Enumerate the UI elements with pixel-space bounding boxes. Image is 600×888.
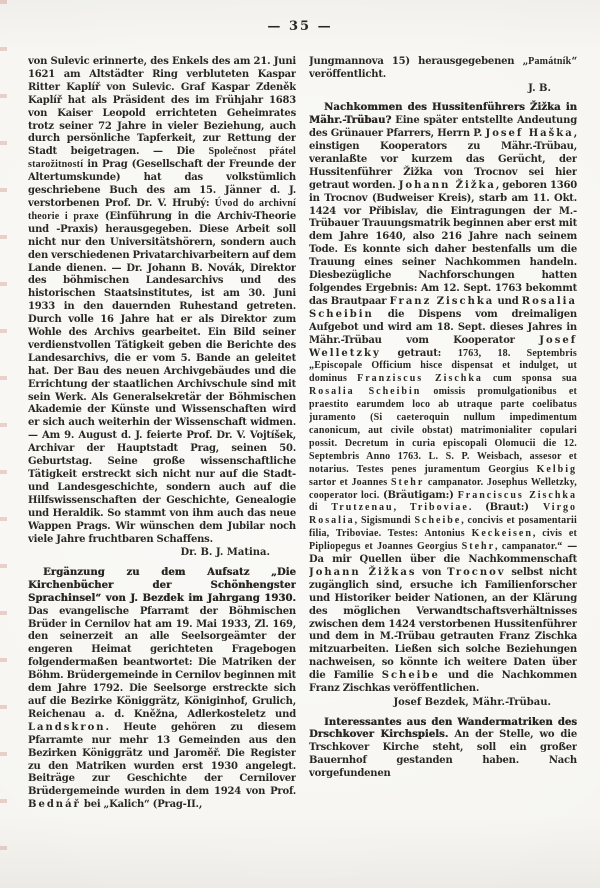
text-segment: , geboren 1360 in Trocnov (Budweiser Kreis), starb am 11. Okt. 1424 vor Přibislav, die Eintragungen der M.-Trübauer Trauungsmatrik beginnen aber erst mit dem Jahre 1640, also 216 Jahre nach seinem Tode. Es konnte sich daher bestenfalls um die Trauung eines seiner Nachkommen handeln. Diesbezügliche Nachforschungen hatten folgendes Ergebnis: Am 12. Sept. 1763 bekommt das Brautpaar <box>309 179 577 307</box>
paragraph <box>28 567 296 812</box>
text-segment: . Heute gehören zu diesem Pfarramte nur mehr 13 Gemeinden aus den Bezirken Königgrätz und Jaroměř. Die Register zu den Matriken wurden erst 1930 angelegt. Beiträge zur Geschichte der Cernilover Brüdergemeinde wurden in dem 1924 von Prof. <box>28 721 296 798</box>
text-segment: Rosalia Scheibin <box>309 295 577 320</box>
text-segment: , civis et Pipliopegus et Joannes Georgius <box>309 528 577 553</box>
text-segment: , concivis et posamentarii filia, Triboviae. Testes: Antonius <box>309 515 577 540</box>
page-number: — 35 — <box>267 19 333 34</box>
text-segment: , einstigen Kooperators zu Mähr.-Trübau, veranlaßte vor kurzem das Gerücht, der Hussitenführer Žižka von Trocnov sei hier getraut worden. <box>309 128 577 191</box>
text-segment: und die Nachkommen Franz Zischkas veröffentlichen. <box>309 670 577 695</box>
text-segment: Rosalia Scheibin <box>309 386 422 398</box>
text-segment: Das evangelische Pfarramt der Böhmischen Brüder in Cernilov hat am 19. Mai 1933, Zl. 169, den seinerzeit an alle Seelsorgeämter der engeren Heimat gerichteten Fragebogen folgendermaßen beantwortet: Die Matriken der Böhm. Brüdergemeinde in Cernilov beginnen mit dem Jahre 1792. Die Seelsorge erstreckte sich auf die Bezirke Königgrätz, Königinhof, Grulich, Reichenau a. d. Kněžna, Adlerkosteletz und <box>28 605 296 720</box>
text-segment: Památník <box>528 56 572 67</box>
text-segment: sartor et Joannes <box>309 476 391 488</box>
text-segment: Eine später entstellte Andeutung des Grünauer Pfarrers, Herrn P. <box>309 115 577 140</box>
text-segment: , Sigismundi <box>354 515 415 527</box>
text-segment: Bednář <box>28 799 81 811</box>
paragraph <box>309 56 577 82</box>
text-segment: (Bräutigam:) <box>382 489 458 501</box>
article-heading: Interessantes aus den Wandermatriken des Drschkover Kirchspiels. <box>309 716 577 741</box>
text-segment: Stehr <box>461 541 496 553</box>
text-segment: die Dispens vom dreimaligen Aufgebot und wird am 18. Sept. dieses Jahres in Mähr.-Trübau vom Kooperator <box>309 308 577 346</box>
text-segment: Franciscus Zischka <box>457 489 577 501</box>
column-left <box>28 56 296 878</box>
text-segment: von Sulevic erinnerte, des Enkels des am 21. Juni 1621 am Altstädter Ring verbluteten Kaspar Ritter Kaplíř von Sulevic. Graf Kaspar Zdeněk Kaplíř hat als Präsident des im Frühjahr 1683 von Kaiser Leopold errichteten Geheimrates trotz seiner 72 Jahre in vieler Beziehung, auch durch persönliche Tapferkeit, zur Rettung der Stadt beigetragen. — Die <box>28 56 296 158</box>
text-segment: Úvod do archivní theorie i praxe <box>28 197 296 222</box>
text-segment: Keckeisen <box>471 528 533 540</box>
signature-line: J. B. <box>528 82 551 94</box>
text-segment: Scheibe <box>381 670 440 682</box>
text-segment: Triboviae <box>409 502 469 514</box>
text-segment: Scheibe <box>414 515 462 527</box>
text-segment: Landskron <box>28 721 106 733</box>
column-right <box>309 56 577 878</box>
text-segment: und <box>494 295 522 307</box>
text-segment: , <box>393 502 410 514</box>
paragraph <box>309 717 577 782</box>
text-segment: Stehr <box>390 476 425 488</box>
text-segment: campanator. Josephus Welletzky, cooperator loci. <box>309 476 577 501</box>
text-segment: getraut: <box>380 347 458 359</box>
text-segment: di <box>309 502 332 514</box>
text-segment: Kelbig <box>536 463 577 475</box>
article-heading: Nachkommen des Hussitenführers Žižka in Mähr.-Trübau? <box>309 102 577 127</box>
text-segment: Trocnov <box>447 566 506 578</box>
text-columns <box>28 56 577 878</box>
signature-line: Dr. B. J. Matina. <box>180 547 270 559</box>
text-segment: Josef Haška <box>485 128 574 140</box>
text-segment: An der Stelle, wo die Trschkover Kirche steht, soll ein großer Bauernhof gestanden haben. Nach vorgefundenen <box>309 729 577 780</box>
text-segment: bei „Kalich“ (Prag-II., <box>80 799 203 811</box>
text-segment: in Prag (Gesellschaft der Freunde der Altertumskunde) hat das volkstümlich geschriebene Buch des am 15. Jänner d. J. verstorbenen Prof. Dr. V. Hrubý: <box>28 159 296 209</box>
text-segment: Josef Welletzky <box>309 334 577 359</box>
text-segment: cum sponsa sua <box>482 373 577 385</box>
text-segment: Společnost přátel starožitností <box>28 146 296 171</box>
paragraph <box>28 56 296 546</box>
signature-line: Josef Bezdek, Mähr.-Trübau. <box>393 697 551 708</box>
text-segment: , campanator.“ <box>495 541 563 553</box>
text-segment: von <box>416 566 448 578</box>
text-segment: selbst nicht zugänglich sind, ersuche ich Familienforscher und Historiker beider Nationen, an der Klärung des möglichen Verwandtschaftsverhältnisses zwischen dem 1424 verstorbenen Hussitenführer und dem in M.-Trübau getrauten Franz Zischka mitzuarbeiten. Ließen sich solche Beziehungen nachweisen, so könnte ich weitere Daten über die Familie <box>309 566 577 682</box>
text-segment: 1763, 18. Septembris „Episcopale Officium hisce dispensat et indulget, ut dominus <box>309 347 577 385</box>
text-segment: Franziscus Zischka <box>357 373 483 385</box>
text-segment: Johann Žižka <box>398 179 496 191</box>
scan-edge-artifact <box>0 0 7 888</box>
text-segment: Jungmannova 15) herausgegebenen „ <box>309 56 529 67</box>
text-segment: Virgo Rosalia <box>309 502 577 527</box>
paragraph <box>309 102 577 696</box>
text-segment: — Da mir Quellen über die Nachkommenschaft <box>309 541 577 566</box>
text-segment: (Braut:) <box>485 502 543 514</box>
text-segment: Johann Žižkas <box>309 566 417 578</box>
text-segment: “ veröffentlicht. <box>309 56 577 80</box>
text-segment: . <box>468 502 486 514</box>
text-segment: Franz Zischka <box>389 295 495 307</box>
article-heading: Ergänzung zu dem Aufsatz „Die Kirchenbücher der Schönhengster Sprachinsel“ von J. Bezdek im Jahrgang 1930. <box>28 566 296 604</box>
text-segment: (Einführung in die Archiv-Theorie und -Praxis) herausgegeben. Diese Arbeit soll nicht nur den Universitätshörern, sondern auch den verschiedenen Privatarchivarbeitern auf dem Lande dienen. — Dr. Johann B. Novák, Direktor des böhmischen Landesarchivs und des historischen Staatsinstitutes, ist am 30. Juni 1933 in den dauernden Ruhestand getreten. Durch volle 16 Jahre hat er als Direktor zum Wohle des Archivs gearbeitet. Ein Bild seiner verdienstvollen Tätigkeit geben die Berichte des Landesarchivs, die er vom 5. Bande an geleitet hat. Der Bau des neuen Archivgebäudes und die Errichtung der staatlichen Archivschule sind mit sein Werk. Als Generalsekretär der Böhmischen Akademie der Künste und Wissenschaften wird er sich auch weiterhin der Wissenschaft widmen. — Am 9. August d. J. feierte Prof. Dr. V. Vojtíšek, Archivar der Hauptstadt Prag, seinen 50. Geburtstag. Seine große wissenschaftliche Tätigkeit erstreckt sich nicht nur auf die Stadt- und Landesgeschichte, sondern auch auf die Hilfswissenschaften der Geschichte, Genealogie und Heraldik. So stammt von ihm auch das neue Wappen Prags. Wir wünschen dem Jubilar noch viele Jahre fruchtbaren Schaffens. <box>28 210 296 545</box>
text-segment: omissis promulgationibus et praestito earumdem loco ab utraque parte coelibatus juramento (Si caeteroquin nullum impedimentum canonicum, aut civile obstat) matrimonialiter copulari possit. Decretum in curia episcopali Olomucii die 12. Septembris Anno 1763. L. S. P. Weisbach, assesor et notarius. Testes penes juramentum Georgius <box>309 386 577 475</box>
text-segment: Trutzenau <box>331 502 394 514</box>
